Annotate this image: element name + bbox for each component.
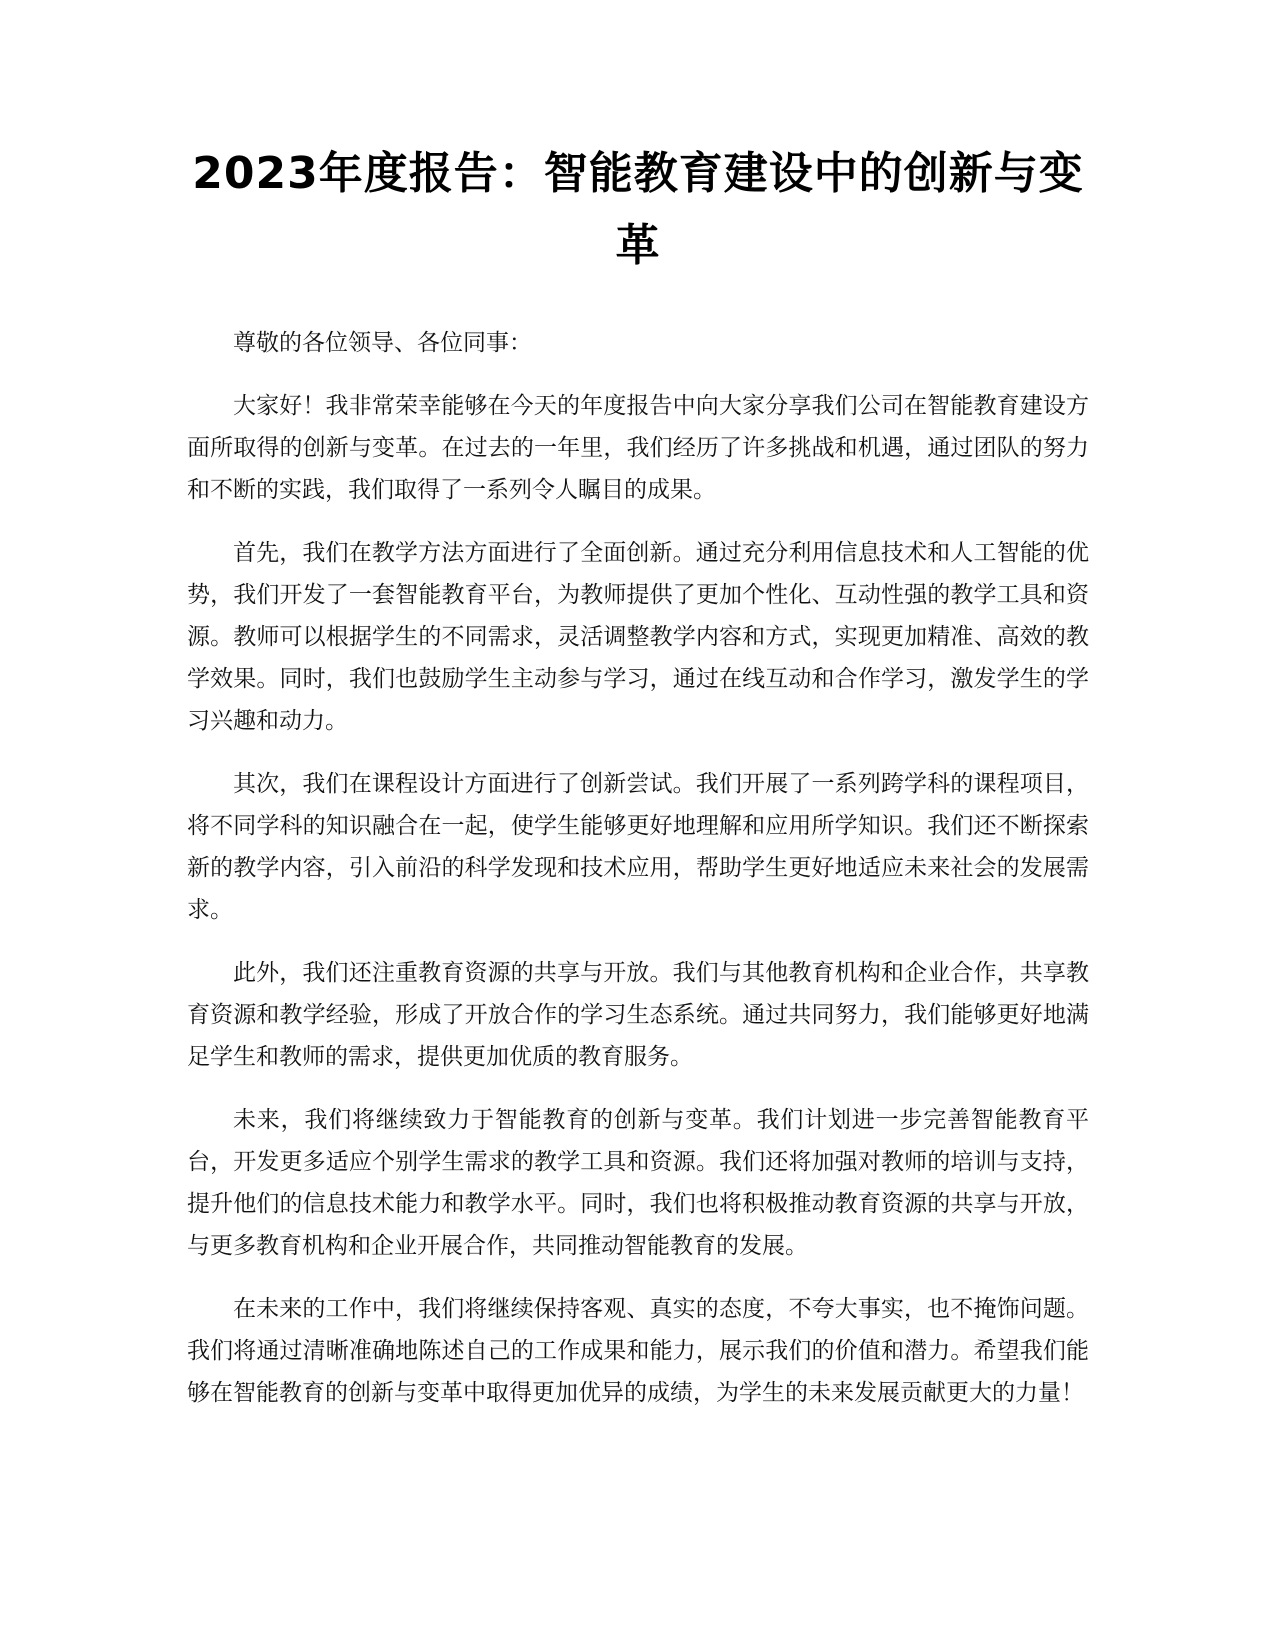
paragraph-teaching-methods: 首先，我们在教学方法方面进行了全面创新。通过充分利用信息技术和人工智能的优势，我们开发了一套智能教育平台，为教师提供了更加个性化、互动性强的教学工具和资源。教师可以根据学生的不同需求，灵活调整教学内容和方式，实现更加精准、高效的教学效果。同时，我们也鼓励学生主动参与学习，通过在线互动和合作学习，激发学生的学习兴趣和动力。: [187, 540, 1089, 734]
paragraph-curriculum-design: 其次，我们在课程设计方面进行了创新尝试。我们开展了一系列跨学科的课程项目，将不同学科的知识融合在一起，使学生能够更好地理解和应用所学知识。我们还不断探索新的教学内容，引入前沿的科学发现和技术应用，帮助学生更好地适应未来社会的发展需求。: [187, 771, 1089, 923]
paragraph-intro: 大家好！我非常荣幸能够在今天的年度报告中向大家分享我们公司在智能教育建设方面所取得的创新与变革。在过去的一年里，我们经历了许多挑战和机遇，通过团队的努力和不断的实践，我们取得了一系列令人瞩目的成果。: [187, 393, 1089, 503]
document-body: [187, 322, 1089, 1435]
paragraph-closing: 在未来的工作中，我们将继续保持客观、真实的态度，不夸大事实，也不掩饰问题。我们将通过清晰准确地陈述自己的工作成果和能力，展示我们的价值和潜力。希望我们能够在智能教育的创新与变革中取得更加优异的成绩，为学生的未来发展贡献更大的力量！: [187, 1296, 1089, 1406]
greeting: 尊敬的各位领导、各位同事：: [233, 330, 532, 356]
paragraph-resource-sharing: 此外，我们还注重教育资源的共享与开放。我们与其他教育机构和企业合作，共享教育资源和教学经验，形成了开放合作的学习生态系统。通过共同努力，我们能够更好地满足学生和教师的需求，提供更加优质的教育服务。: [187, 960, 1089, 1070]
paragraph-future-plans: 未来，我们将继续致力于智能教育的创新与变革。我们计划进一步完善智能教育平台，开发更多适应个别学生需求的教学工具和资源。我们还将加强对教师的培训与支持，提升他们的信息技术能力和教学水平。同时，我们也将积极推动教育资源的共享与开放，与更多教育机构和企业开展合作，共同推动智能教育的发展。: [187, 1107, 1089, 1259]
document-title: 2023年度报告：智能教育建设中的创新与变革: [192, 148, 1084, 271]
